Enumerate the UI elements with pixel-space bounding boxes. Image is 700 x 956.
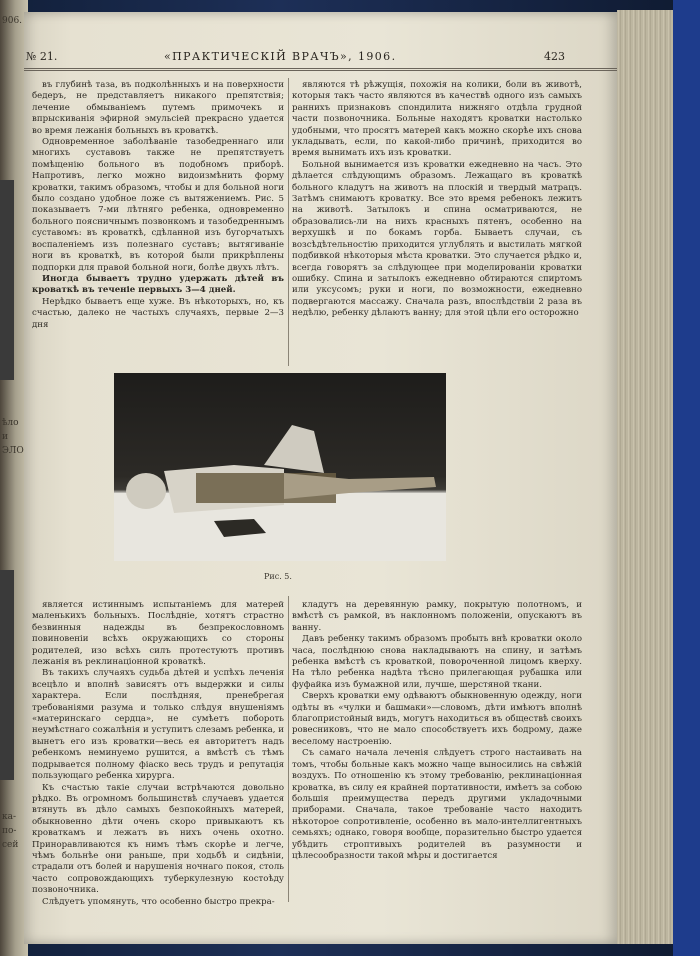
margin-snippet: 906. [2, 16, 23, 26]
book-spine-edge [673, 0, 700, 956]
top-right-column [292, 80, 582, 320]
previous-page-photo-edge [0, 570, 14, 780]
header-rule [24, 68, 617, 69]
top-left-column [32, 80, 284, 331]
child-in-reclining-bed-illustration [114, 373, 446, 561]
margin-snippet: ѣло [2, 418, 19, 428]
journal-title: «ПРАКТИЧЕСКІЙ ВРАЧЪ», 1906. [164, 50, 397, 63]
paragraph: Нерѣдко бываетъ еще хуже. Въ нѣкоторыхъ, но, къ счастью, далеко не частыхъ случаяхъ, первые 2—3 дня [32, 296, 284, 330]
page-stack-edges [617, 10, 673, 944]
paragraph: Одновременное заболѣваніе тазобедреннаго или многихъ суставовъ также не препятствуетъ помѣщенію больного въ подобномъ приборѣ. Напротивъ, легко можно видоизмѣнить форму кроватки, такимъ образомъ, чтобы и для больной ноги было создано удобное ложе съ вытяжениемъ. Рис. 5 показываетъ 7-ми лѣтняго ребенка, одновременно больного поясничнымъ позвонкомъ и тазобедреннымъ суставомъ: въ кроваткѣ, сдѣланной изъ бугорчатыхъ воспаленіемъ изъ полезнаго суставъ; вытягиваніе ноги въ кроваткѣ, въ которой были прикрѣплены подпорки для правой больной ноги, болѣе двухъ лѣтъ. [32, 137, 284, 273]
bottom-left-column [32, 600, 284, 908]
margin-snippet: ЭЛО [2, 446, 24, 456]
margin-snippet: и [2, 432, 8, 442]
running-header [24, 50, 617, 66]
column-divider [288, 596, 289, 902]
margin-snippet: по- [2, 826, 17, 836]
paragraph: Давъ ребенку такимъ образомъ пробыть внѣ кроватки около часа, послѣднюю снова накладываютъ на спину, и затѣмъ ребенка вмѣстѣ съ кроваткой, повороченной лицомъ кверху. На тѣло ребенка надѣта тѣсно прилегающая рубашка или фуфайка изъ бумажной или, лучше, шерстяной ткани. [292, 634, 582, 690]
column-divider [288, 78, 289, 366]
paragraph: являются тѣ рѣжущія, похожія на колики, боли въ животѣ, которыя такъ часто являются въ качествѣ одного изъ самыхъ раннихъ признаковъ спондилита нижняго отдѣла грудной части позвоночника. Больные находятъ кроватки настолько удобными, что просятъ матерей какъ можно скорѣе ихъ снова укладывать, если, по какой-либо причинѣ, приходится во время вынимать ихъ изъ кроватки. [292, 80, 582, 159]
journal-page [24, 12, 617, 944]
bottom-right-column [292, 600, 582, 862]
paragraph: является истиннымъ испытаніемъ для матерей маленькихъ больныхъ. Послѣдніе, хотятъ страстно безвинныя надежды въ безпрекословномъ повиновеніи всѣхъ окружающихъ со стороны родителей, изо всѣхъ силъ протестуютъ противъ лежанія въ реклинаціонной кроваткѣ. [32, 600, 284, 668]
figure-photo [114, 373, 446, 561]
page-number: 423 [544, 50, 565, 63]
paragraph: въ глубинѣ таза, въ подколѣнныхъ и на поверхности бедеръ, не представляетъ никакого препятствія; лечение обмываніемъ путемъ примочекъ и впрыскиванія эфирной эмульсіей прекрасно удается во время лежанія больныхъ въ кроваткѣ. [32, 80, 284, 136]
paragraph: кладутъ на деревянную рамку, покрытую полотномъ, и вмѣстѣ съ рамкой, въ наклонномъ положеніи, опускаютъ въ ванну. [292, 600, 582, 633]
margin-snippet: сей [2, 840, 19, 850]
header-rule [24, 70, 617, 71]
paragraph: Къ счастью такіе случаи встрѣчаются довольно рѣдко. Въ огромномъ большинствѣ случаевъ удается втянуть въ дѣло самыхъ безпокойныхъ матерей, обыкновенно дѣти очень скоро привыкаютъ къ кроваткамъ и лежатъ въ нихъ очень охотно. Приноравливаются къ нимъ тѣмъ скорѣе и легче, чѣмъ больнѣе они раньше, при ходьбѣ и сидѣніи, страдали отъ болей и нарушенія ночнаго покоя, столь часто сопровождающихъ туберкулезную костоѣду позвоночника. [32, 782, 284, 896]
paragraph: Съ самаго начала леченія слѣдуетъ строго настаивать на томъ, чтобы больные какъ можно чаще выносились на свѣжій воздухъ. По отношенію къ этому требованію, реклинаціонная кроватка, въ силу ея крайней портативности, имѣетъ за собою большія преимущества передъ другими укладочными приборами. Сначала, такое требованіе часто находитъ нѣкоторое сопротивленіе, особенно въ мало-интеллигентныхъ семьяхъ; однако, говоря вообще, поразительно быстро удается убѣдить строптивыхъ родителей въ разумности и цѣлесообразности такой мѣры и достигается [292, 748, 582, 861]
paragraph: Слѣдуетъ упомянуть, что особенно быстро прекра- [42, 896, 275, 907]
previous-page-photo-edge [0, 180, 14, 380]
paragraph: Больной вынимается изъ кроватки ежедневно на часъ. Это дѣлается слѣдующимъ образомъ. Лежащаго въ кроваткѣ больного кладутъ на животъ на плоскій и твердый матрацъ. Затѣмъ снимаютъ кроватку. Все это время ребенокъ лежитъ на животѣ. Затылокъ и спина осматриваются, не образовались-ли на нихъ красныхъ пятенъ, особенно на верхушкѣ и по бокамъ горба. Бываетъ случаи, съ возсѣдѣтельностію приходится углублять и выстилать мягкой подбивкой нѣкоторыя мѣста кроватки. Это случается рѣдко и, всегда говорятъ за слѣдующее при моделированіи кроватки ошибку. Спина и затылокъ ежедневно обтираются спиртомъ или уксусомъ; руки и ноги, по возможности, ежедневно подвергаются массажу. Сначала разъ, впослѣдствіи 2 раза въ недѣлю, ребенку дѣлаютъ ванну; для этой цѣли его осторожно [292, 159, 582, 319]
paragraph: Сверхъ кроватки ему одѣваютъ обыкновенную одежду, ноги одѣты въ «чулки и башмаки»—словомъ, дѣти имѣютъ вполнѣ благопристойный видъ, могутъ находиться въ обществѣ своихъ ровесниковъ, что не мало способствуетъ ихъ бодрому, даже веселому настроенію. [292, 691, 582, 747]
paragraph: Въ такихъ случаяхъ судьба дѣтей и успѣхъ леченія всецѣло и вполнѣ зависятъ отъ выдержки и силы характера. Если послѣдняя, пренебрегая требованіями разума и только слѣдуя внушеніямъ «материнскаго сердца», не сумѣетъ побороть неумѣстнаго сожалѣнія и уступитъ слезамъ ребенка, и вынетъ его изъ кроватки—весь ея авторитетъ надъ ребенкомъ неминуемо рушится, а вмѣстѣ съ тѣмъ подрывается полному фіаско весь трудъ и репутація пользующаго ребенка хирурга. [32, 668, 284, 782]
paragraph: Иногда бываетъ трудно удержать дѣтей въ кроваткѣ въ теченіе первыхъ 3—4 дней. [32, 273, 284, 296]
issue-number: № 21. [26, 50, 58, 63]
figure-caption: Рис. 5. [264, 572, 292, 581]
margin-snippet: ка- [2, 812, 17, 822]
